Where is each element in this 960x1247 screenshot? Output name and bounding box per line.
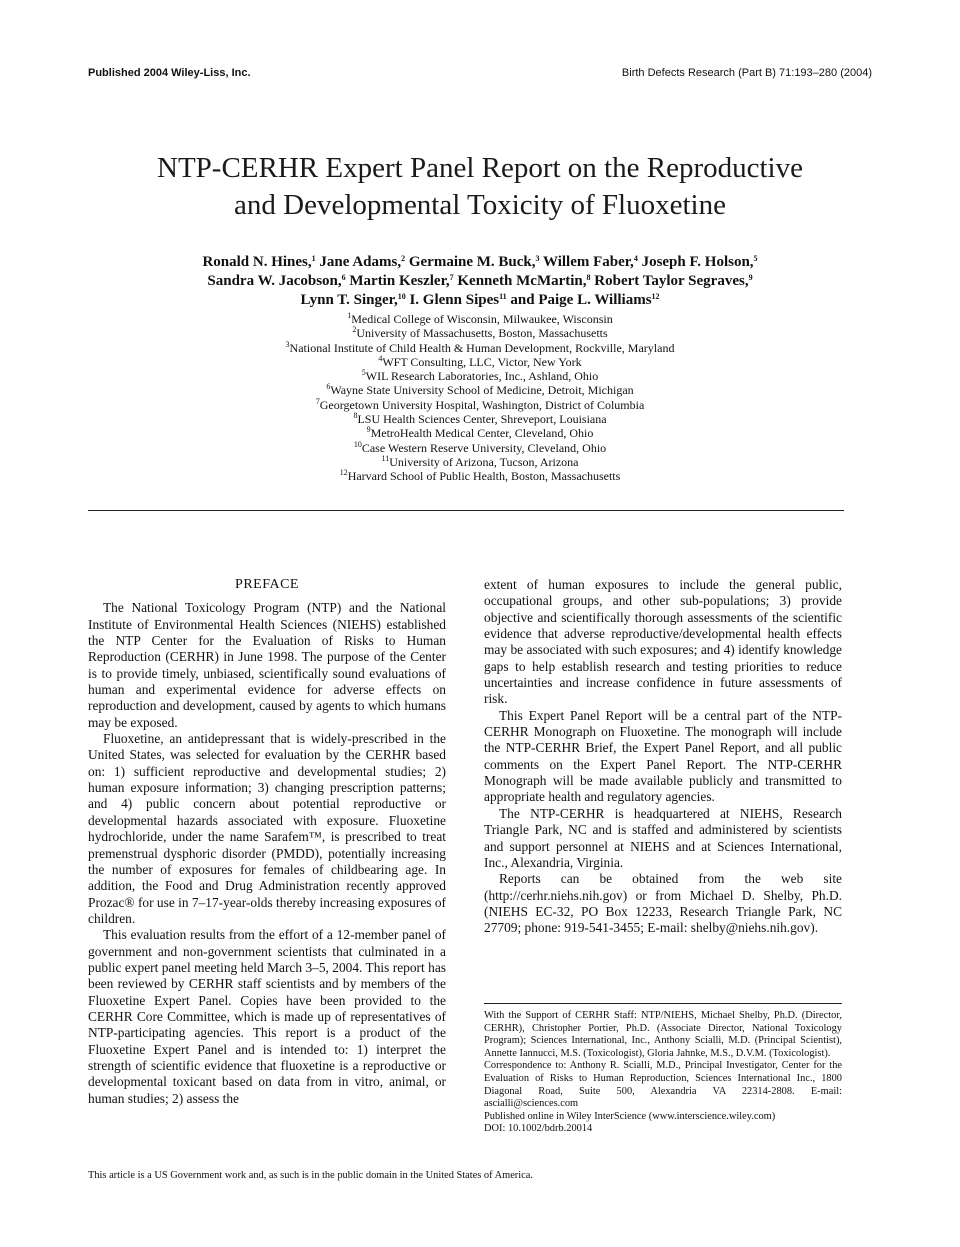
affiliation-sup: 10 (353, 439, 362, 449)
preface-paragraph-1: The National Toxicology Program (NTP) and the National Institute of Environmental Health Sciences (NIEHS) established the NTP Center for the Evaluation of Risks to Human Reproduction (CERHR) in June 1998. The purpose of the Center is to provide timely, unbiased, scientifically sound evaluations of human and experimental evidence for adverse effects on reproduction and development, caused by agents to which humans may be exposed. (88, 600, 446, 730)
author-sup: 9 (748, 273, 753, 282)
author-sup: 1 (311, 254, 316, 263)
public-domain-note: This article is a US Government work and, as such is in the public domain in the United States of America. (88, 1170, 533, 1181)
author-name: Joseph F. Holson, (641, 254, 754, 270)
affiliation-sup: 11 (381, 453, 390, 463)
author-name: Germaine M. Buck, (408, 254, 536, 270)
affiliation (60, 412, 900, 426)
footnote-correspondence: Correspondence to: Anthony R. Scialli, M.D., Principal Investigator, Center for the Evaluation of Risks to Human Reproduction, Sciences International Inc., 1800 Diagonal Road, Suite 500, Alexandria VA 22314-2808. E-mail: ascialli@sciences.com (484, 1060, 842, 1110)
affiliation-text: MetroHealth Medical Center, Cleveland, Ohio (370, 426, 594, 441)
affiliation (60, 369, 900, 383)
affiliation-sup: 4 (378, 353, 383, 363)
affiliation (60, 355, 900, 369)
author-sup: 11 (499, 292, 507, 301)
author-name: Sandra W. Jacobson, (207, 273, 342, 289)
preface-paragraph-4: This Expert Panel Report will be a central part of the NTP-CERHR Monograph on Fluoxetine. The monograph will include the NTP-CERHR Brief, the Expert Panel Report, and all public comments on the Expert Panel Report. The NTP-CERHR Monograph will be made available publicly and transmitted to appropriate health and regulatory agencies. (484, 707, 842, 805)
author-list (60, 253, 900, 310)
affiliation-sup: 5 (361, 368, 366, 378)
affiliation-text: Case Western Reserve University, Cleveland, Ohio (361, 440, 607, 455)
affiliation-text: University of Massachusetts, Boston, Massachusetts (356, 326, 608, 341)
author-name: Martin Keszler, (349, 273, 450, 289)
author-name: Kenneth McMartin, (457, 273, 587, 289)
journal-citation: Birth Defects Research (Part B) 71:193–280 (2004) (621, 67, 872, 79)
affiliation (60, 398, 900, 412)
author-line-1 (60, 253, 900, 272)
affiliation-text: Harvard School of Public Health, Boston, Massachusetts (347, 469, 621, 484)
footnote-support: With the Support of CERHR Staff: NTP/NIEHS, Michael Shelby, Ph.D. (Director, CERHR), Christopher Portier, Ph.D. (Associate Director, National Toxicology Program); Sciences International, Inc., Anthony Scialli, M.D. (Principal Scientist), Annette Iannucci, M.S. (Toxicologist), Gloria Jahnke, M.S., D.V.M. (Toxicologist). (484, 1010, 842, 1059)
preface-paragraph-3-continued: extent of human exposures to include the general public, occupational groups, and other sub-populations; 3) provide objective and scientifically thorough assessments of the scientific evidence that adverse reproductive/developmental health effects may be associated with such exposures; and 4) identify knowledge gaps to help establish research and testing priorities to reduce uncertainties and increase confidence in future assessments of risk. (484, 577, 842, 707)
author-name: Jane Adams, (319, 254, 402, 270)
affiliation-text: WFT Consulting, LLC, Victor, New York (382, 354, 582, 369)
running-head (88, 67, 872, 79)
author-name: Ronald N. Hines, (202, 254, 312, 270)
affiliation (60, 341, 900, 355)
affiliation-text: Wayne State University School of Medicine, Detroit, Michigan (330, 383, 634, 398)
affiliation-sup: 1 (347, 311, 352, 320)
preface-paragraph-5: The NTP-CERHR is headquartered at NIEHS, Research Triangle Park, NC and is staffed and administered by scientists and support personnel at NIEHS and at Sciences International, Inc., Alexandria, Virginia. (484, 805, 842, 870)
preface-paragraph-2: Fluoxetine, an antidepressant that is widely-prescribed in the United States, was selected for evaluation by the CERHR based on: 1) sufficient reproductive and developmental studies; 2) human exposure information; 3) changing prescription patterns; and 4) public concern about potential reproductive or developmental hazards associated with exposure. Fluoxetine hydrochloride, under the name Sarafem™, is prescribed to treat premenstrual dysphoric disorder (PMDD), potentially increasing the number of exposures for females of childbearing age. In addition, the Food and Drug Administration recently approved Prozac® for use in 7–17-year-olds thereby increasing exposures of children. (88, 731, 446, 926)
left-column (88, 577, 446, 1107)
affiliation-text: Medical College of Wisconsin, Milwaukee, Wisconsin (351, 312, 613, 326)
author-sup: 5 (753, 254, 758, 263)
affiliation (60, 441, 900, 455)
affiliation-text: Georgetown University Hospital, Washington, District of Columbia (319, 397, 645, 412)
author-name: and Paige L. Williams (510, 292, 652, 308)
affiliation-sup: 8 (353, 411, 358, 421)
footnote-divider (484, 1003, 842, 1004)
affiliation (60, 312, 900, 326)
footnote-doi: DOI: 10.1002/bdrb.20014 (484, 1123, 593, 1135)
article-title (60, 150, 900, 224)
title-line-2: and Developmental Toxicity of Fluoxetine (234, 189, 726, 221)
author-name: Willem Faber, (542, 254, 634, 270)
affiliation (60, 469, 900, 483)
author-name: Robert Taylor Segraves, (594, 273, 749, 289)
author-sup: 7 (449, 273, 454, 282)
author-line-3 (60, 291, 900, 310)
affiliation-sup: 7 (315, 396, 320, 406)
author-sup: 12 (651, 292, 660, 301)
affiliation-text: WIL Research Laboratories, Inc., Ashland, Ohio (365, 369, 599, 384)
footnote-published: Published online in Wiley InterScience (www.interscience.wiley.com) (484, 1110, 776, 1122)
author-name: Lynn T. Singer, (300, 292, 398, 308)
affiliation (60, 426, 900, 440)
affiliation-text: National Institute of Child Health & Human Development, Rockville, Maryland (289, 340, 675, 355)
affiliation-sup: 12 (339, 468, 348, 478)
author-sup: 4 (633, 254, 638, 263)
preface-paragraph-3: This evaluation results from the effort of a 12-member panel of government and non-government scientists that culminated in a public expert panel meeting held March 3–5, 2004. This report has been reviewed by CERHR staff scientists and by members of the Fluoxetine Expert Panel. Copies have been provided to the CERHR Core Committee, which is made up of representatives of NTP-participating agencies. This report is a product of the Fluoxetine Expert Panel and is intended to: 1) interpret the strength of scientific evidence that fluoxetine is a reproductive or developmental toxicant based on data from in vitro, animal, or human studies; 2) assess the (88, 927, 446, 1106)
author-sup: 3 (535, 254, 540, 263)
affiliation-sup: 6 (326, 382, 331, 392)
affiliation-sup: 9 (366, 425, 371, 435)
author-sup: 10 (397, 292, 406, 301)
affiliation-text: University of Arizona, Tucson, Arizona (389, 454, 579, 469)
section-heading: PREFACE (235, 577, 299, 592)
affiliation-text: LSU Health Sciences Center, Shreveport, Louisiana (357, 412, 607, 427)
preface-paragraph-6: Reports can be obtained from the web site (http://cerhr.niehs.nih.gov) or from Michael D. Shelby, Ph.D. (NIEHS EC-32, PO Box 12233, Research Triangle Park, NC 27709; phone: 919-541-3455; E-mail: shelby@niehs.nih.gov). (484, 871, 842, 936)
affiliation-sup: 2 (352, 325, 357, 335)
affiliation (60, 455, 900, 469)
author-sup: 8 (586, 273, 591, 282)
publisher-line: Published 2004 Wiley-Liss, Inc. (88, 67, 251, 79)
title-divider (88, 510, 844, 511)
author-line-2 (60, 272, 900, 291)
right-column (484, 577, 842, 937)
author-sup: 2 (401, 254, 406, 263)
affiliation (60, 326, 900, 340)
affiliation (60, 383, 900, 397)
footnotes (484, 1010, 842, 1136)
title-line-1: NTP-CERHR Expert Panel Report on the Reproductive (157, 152, 803, 184)
affiliation-sup: 3 (285, 339, 290, 349)
author-name: I. Glenn Sipes (409, 292, 500, 308)
author-sup: 6 (341, 273, 346, 282)
affiliation-list (60, 312, 900, 484)
